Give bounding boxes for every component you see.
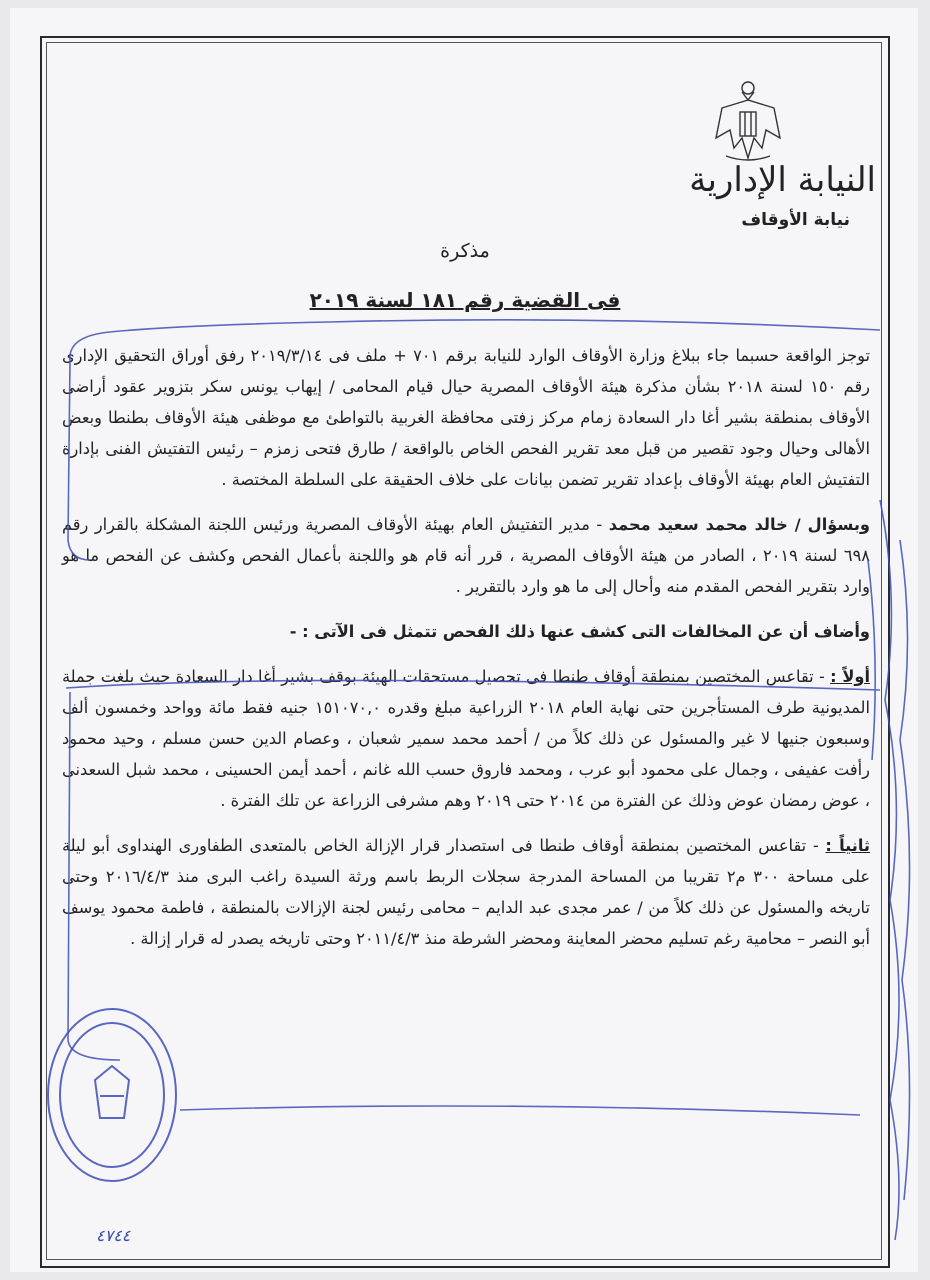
department-name: نيابة الأوقاف bbox=[741, 210, 850, 230]
paragraph-lead: ثانياً : bbox=[825, 836, 871, 855]
document-body bbox=[62, 340, 870, 968]
document-type-label: مذكرة bbox=[440, 240, 490, 262]
paragraph-first-violation bbox=[62, 661, 870, 816]
eagle-emblem-icon bbox=[712, 78, 784, 164]
paragraph-second-violation bbox=[62, 830, 870, 954]
paragraph-lead: وأضاف أن عن المخالفات التى كشف عنها ذلك الفحص تتمثل فى الآتى : - bbox=[289, 622, 870, 641]
paragraph-lead: وبسؤال / خالد محمد سعيد محمد bbox=[608, 515, 870, 534]
case-title: فى القضية رقم ١٨١ لسنة ٢٠١٩ bbox=[309, 288, 621, 312]
paragraph-text: - تقاعس المختصين بمنطقة أوقاف طنطا فى استصدار قرار الإزالة الخاص بالمتعدى الطفاورى الهنداوى أبو ليلة على مساحة ٣٠٠ م٢ تقريبا من المساحة المدرجة سجلات الربط باسم ورثة السيدة راغب البرى منذ ٢٠١٦/٤/٣ وحتى تاريخه والمسئول عن ذلك كلاً من / عمر مجدى عبد الدايم – محامى رئيس لجنة الإزالات بالمنطقة ، فاطمة محمود يوسف أبو النصر – محامية رغم تسليم محضر المعاينة ومحضر الشرطة منذ ٢٠١١/٤/٣ وحتى تاريخه يصدر له قرار إزالة . bbox=[62, 836, 871, 948]
paragraph-summary bbox=[62, 340, 870, 495]
stamp-number: ٤٧٤٤ bbox=[96, 1226, 131, 1245]
paragraph-text: - مدير التفتيش العام بهيئة الأوقاف المصرية ورئيس اللجنة المشكلة بالقرار رقم ٦٩٨ لسنة ٢٠١٩ ، الصادر من هيئة الأوقاف المصرية ، قرر أنه قام هو واللجنة بأعمال الفحص وكشف عن الفحص ما هو وارد بتقرير الفحص المقدم منه وأحال إلى ما هو وارد بالتقرير . bbox=[62, 515, 870, 596]
paragraph-lead: أولاً : bbox=[830, 667, 870, 686]
paragraph-violations-intro bbox=[62, 616, 870, 647]
paragraph-text: توجز الواقعة حسبما جاء ببلاغ وزارة الأوقاف الوارد للنيابة برقم ٧٠١ + ملف فى ٢٠١٩/٣/١٤ رفق أوراق التحقيق الإدارى رقم ١٥٠ لسنة ٢٠١٨ بشأن مذكرة هيئة الأوقاف المصرية حيال قيام المحامى / إيهاب يونس سكر بتزوير عقود أراضى الأوقاف بمنطقة بشير أغا دار السعادة زمام مركز زفتى محافظة الغربية بالتواطئ مع موظفى هيئة الأوقاف بطنطا وبعض الأهالى وحيال وجود تقصير من قبل معد تقرير الفحص الخاص بالواقعة / طارق فتحى زمزم – رئيس التفتيش الفنى بإدارة التفتيش العام بهيئة الأوقاف بإعداد تقرير تضمن بيانات على خلاف الحقيقة على السلطة المختصة . bbox=[62, 346, 871, 489]
paragraph-testimony bbox=[62, 509, 870, 602]
official-stamp-icon bbox=[40, 1000, 185, 1190]
authority-logo-text: النيابة الإدارية bbox=[689, 160, 876, 200]
paragraph-text: - تقاعس المختصين بمنطقة أوقاف طنطا فى تحصيل مستحقات الهيئة بوقف بشير أغا دار السعادة حيث بلغت جملة المديونية طرف المستأجرين حتى نهاية العام ٢٠١٨ الزراعية مبلغ وقدره ١٥١٠٧٠,٠ جنيه فقط مائة وواحد وخمسون ألف وسبعون جنيها لا غير والمسئول عن ذلك كلاً من / أحمد محمد سمير شعبان ، وعصام الدين حسن مسلم ، وحيد محمود رأفت عفيفى ، وجمال على محمود أبو عرب ، ومحمد فاروق حسب الله غانم ، أحمد أيمن الحسينى ، محمد شبل السعدنى ، عوض رمضان عوض وذلك عن الفترة من ٢٠١٤ حتى ٢٠١٩ وهم مشرفى الزراعة عن تلك الفترة . bbox=[62, 667, 870, 810]
